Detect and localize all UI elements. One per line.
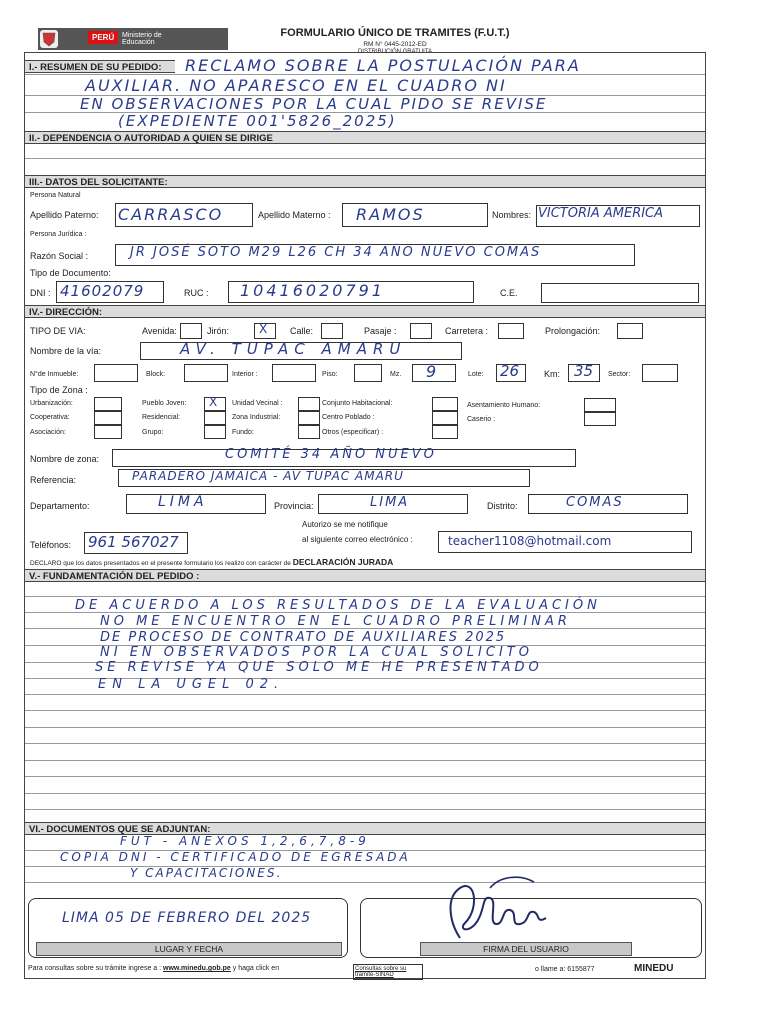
mz-label: Mz.	[390, 371, 402, 378]
escudo-icon	[40, 30, 58, 48]
urbanizacion-checkbox[interactable]	[94, 397, 122, 411]
cooperativa-checkbox[interactable]	[94, 411, 122, 425]
unidad-vecinal-label: Unidad Vecinal :	[232, 400, 283, 407]
nombre-zona-label: Nombre de zona:	[30, 454, 100, 464]
calle-label: Calle:	[290, 326, 314, 336]
declaracion-jurada-label: DECLARACIÓN JURADA	[292, 557, 394, 567]
lote-value: 26	[500, 362, 520, 380]
centro-poblado-label: Centro Poblado :	[322, 414, 375, 421]
fundo-checkbox[interactable]	[298, 425, 320, 439]
conjunto-label: Conjunto Habitacional:	[322, 400, 393, 407]
correo-label: al siguiente correo electrónico :	[302, 535, 413, 544]
consultas-sinad-button[interactable]: Consultas sobre su trámite-SINAD	[353, 964, 423, 980]
telefonos-value: 961 567027	[88, 533, 179, 551]
apellido-materno-value: RAMOS	[356, 205, 425, 224]
referencia-value: PARADERO JAMAICA - AV TUPAC AMARU	[132, 469, 404, 483]
dni-value: 41602079	[60, 282, 145, 300]
resumen-line-1[interactable]: RECLAMO SOBRE LA POSTULACIÓN PARA	[185, 56, 581, 75]
provincia-label: Provincia:	[274, 501, 314, 511]
documentos-line-3[interactable]: Y CAPACITACIONES.	[130, 866, 283, 880]
distribution-note: DISTRIBUCIÓN GRATUITA	[357, 49, 433, 55]
fundamentacion-line-2[interactable]: NO ME ENCUENTRO EN EL CUADRO PRELIMINAR	[100, 614, 571, 629]
declaro-text	[30, 557, 393, 567]
persona-natural-label: Persona Natural	[30, 192, 81, 199]
declaro-label: DECLARO que los datos presentados en el presente formulario los realizo con carácter de	[30, 560, 291, 567]
minedu-url-link[interactable]: www.minedu.gob.pe	[163, 965, 231, 972]
section-3-label: III.- DATOS DEL SOLICITANTE:	[29, 177, 168, 188]
section-1-header	[25, 60, 175, 73]
otros-checkbox[interactable]	[432, 425, 458, 439]
pueblo-joven-label: Pueblo Joven:	[142, 400, 187, 407]
zona-industrial-checkbox[interactable]	[298, 411, 320, 425]
nombres-label: Nombres:	[492, 210, 532, 220]
dni-label: DNI :	[30, 288, 51, 298]
avenida-label: Avenida:	[142, 326, 177, 336]
fundamentacion-line-4[interactable]: NI EN OBSERVADOS POR LA CUAL SOLICITO	[100, 645, 533, 660]
lote-label: Lote:	[468, 371, 484, 378]
nombre-zona-value: COMITÉ 34 AÑO NUEVO	[225, 447, 437, 462]
km-value: 35	[574, 362, 594, 380]
ce-label: C.E.	[500, 288, 518, 298]
block-field[interactable]	[184, 364, 228, 382]
section-2-header	[25, 131, 705, 144]
minedu-label: MINEDU	[634, 963, 674, 974]
fundo-label: Fundo:	[232, 429, 254, 436]
zona-industrial-label: Zona Industrial:	[232, 414, 281, 421]
sector-field[interactable]	[642, 364, 678, 382]
tipo-documento-label: Tipo de Documento:	[30, 268, 111, 278]
correo-value: teacher1108@hotmail.com	[448, 534, 612, 548]
referencia-label: Referencia:	[30, 475, 77, 485]
interior-label: Interior :	[232, 371, 258, 378]
prolongacion-label: Prolongación:	[545, 326, 601, 336]
telefonos-label: Teléfonos:	[30, 540, 72, 550]
section-4-label: IV.- DIRECCIÓN:	[29, 307, 103, 318]
piso-label: Piso:	[322, 371, 338, 378]
lugar-fecha-value: LIMA 05 DE FEBRERO DEL 2025	[62, 910, 312, 926]
minedu-logo	[38, 28, 228, 50]
calle-checkbox[interactable]	[321, 323, 343, 339]
documentos-line-1[interactable]: FUT - ANEXOS 1,2,6,7,8-9	[120, 834, 370, 848]
section-6-label: VI.- DOCUMENTOS QUE SE ADJUNTAN:	[29, 824, 211, 835]
departamento-label: Departamento:	[30, 501, 90, 511]
otros-label: Otros (especificar) :	[322, 429, 384, 436]
prolongacion-checkbox[interactable]	[617, 323, 643, 339]
section-5-header	[25, 569, 705, 582]
caserio-checkbox[interactable]	[584, 412, 616, 426]
rm-number: RM N° 0445-2012-ED	[363, 41, 427, 48]
apellido-paterno-label: Apellido Paterno:	[30, 210, 99, 220]
provincia-value: LIMA	[370, 495, 410, 510]
resumen-line-4[interactable]: (EXPEDIENTE 001'5826_2025)	[118, 112, 397, 130]
firma-label: FIRMA DEL USUARIO	[420, 942, 632, 956]
tipo-via-label: TIPO DE VIA:	[30, 326, 86, 336]
ministry-name: Ministerio de Educación	[122, 32, 162, 46]
ruc-value: 10416020791	[240, 281, 385, 300]
autorizo-label: Autorizo se me notifique	[302, 520, 388, 529]
click-label: y haga click en	[232, 965, 280, 972]
urbanizacion-label: Urbanización:	[30, 400, 73, 407]
pueblo-joven-check-mark: X	[209, 395, 218, 409]
avenida-checkbox[interactable]	[180, 323, 202, 339]
jiron-label: Jirón:	[207, 326, 230, 336]
interior-field[interactable]	[272, 364, 316, 382]
nombre-via-value: AV. TUPAC AMARU	[180, 340, 407, 358]
fundamentacion-line-1[interactable]: DE ACUERDO A LOS RESULTADOS DE LA EVALUACIÓN	[75, 598, 601, 613]
section-1-label: I.- RESUMEN DE SU PEDIDO:	[29, 62, 162, 73]
apellido-paterno-value: CARRASCO	[118, 205, 224, 224]
conjunto-checkbox[interactable]	[432, 397, 458, 411]
section-2-label: II.- DEPENDENCIA O AUTORIDAD A QUIEN SE DIRIGE	[29, 133, 273, 144]
cooperativa-label: Cooperativa:	[30, 414, 70, 421]
unidad-vecinal-checkbox[interactable]	[298, 397, 320, 411]
mz-value: 9	[426, 362, 439, 381]
consultas-text	[28, 965, 279, 972]
asociacion-label: Asociación:	[30, 429, 66, 436]
distrito-value: COMAS	[566, 495, 624, 510]
documentos-line-2[interactable]: COPIA DNI - CERTIFICADO DE EGRESADA	[60, 850, 411, 864]
section-3-header	[25, 175, 705, 188]
asentamiento-checkbox[interactable]	[584, 398, 616, 412]
sector-label: Sector:	[608, 371, 631, 378]
fono-label: o llame a: 6155877	[535, 966, 595, 973]
grupo-checkbox[interactable]	[204, 425, 226, 439]
asentamiento-label: Asentamiento Humano:	[467, 402, 541, 409]
inmueble-field[interactable]	[94, 364, 138, 382]
resumen-line-2[interactable]: AUXILIAR. NO APARESCO EN EL CUADRO NI	[85, 76, 507, 95]
nombre-via-label: Nombre de la vía:	[30, 346, 102, 356]
carretera-checkbox[interactable]	[498, 323, 524, 339]
lugar-fecha-label: LUGAR Y FECHA	[36, 942, 342, 956]
inmueble-label: N°de Inmueble:	[30, 371, 79, 378]
centro-poblado-checkbox[interactable]	[432, 411, 458, 425]
residencial-checkbox[interactable]	[204, 411, 226, 425]
peru-badge: PERÚ	[88, 31, 118, 44]
fundamentacion-line-3[interactable]: DE PROCESO DE CONTRATO DE AUXILIARES 2025	[100, 630, 507, 645]
asociacion-checkbox[interactable]	[94, 425, 122, 439]
nombres-value: VICTORIA AMERICA	[538, 206, 664, 221]
residencial-label: Residencial:	[142, 414, 181, 421]
tipo-zona-label: Tipo de Zona :	[30, 385, 88, 395]
resumen-line-3[interactable]: EN OBSERVACIONES POR LA CUAL PIDO SE REVISE	[80, 95, 548, 113]
piso-field[interactable]	[354, 364, 382, 382]
distrito-label: Distrito:	[487, 501, 518, 511]
fundamentacion-line-6[interactable]: EN LA UGEL 02.	[98, 677, 285, 692]
razon-social-value: JR JOSÉ SOTO M29 L26 CH 34 AÑO NUEVO COMAS	[130, 245, 542, 260]
carretera-label: Carretera :	[445, 326, 489, 336]
km-label: Km:	[544, 369, 561, 379]
razon-social-label: Razón Social :	[30, 251, 89, 261]
caserio-label: Caserio :	[467, 416, 496, 423]
ce-field[interactable]	[541, 283, 699, 303]
jiron-check-mark: X	[259, 322, 268, 336]
form-title: FORMULARIO ÚNICO DE TRAMITES (F.U.T.)	[280, 27, 510, 39]
grupo-label: Grupo:	[142, 429, 164, 436]
fundamentacion-line-5[interactable]: SE REVISE YA QUE SOLO ME HE PRESENTADO	[95, 660, 543, 675]
section-5-label: V.- FUNDAMENTACIÓN DEL PEDIDO :	[29, 571, 200, 582]
persona-juridica-label: Persona Jurídica :	[30, 231, 87, 238]
apellido-materno-label: Apellido Materno :	[258, 210, 331, 220]
block-label: Block:	[146, 371, 166, 378]
ruc-label: RUC :	[184, 288, 209, 298]
section-4-header	[25, 305, 705, 318]
pasaje-label: Pasaje :	[364, 326, 397, 336]
departamento-value: LIMA	[158, 494, 208, 510]
signature-image	[430, 868, 560, 946]
pasaje-checkbox[interactable]	[410, 323, 432, 339]
consultas-label: Para consultas sobre su trámite ingrese a :	[28, 965, 162, 972]
